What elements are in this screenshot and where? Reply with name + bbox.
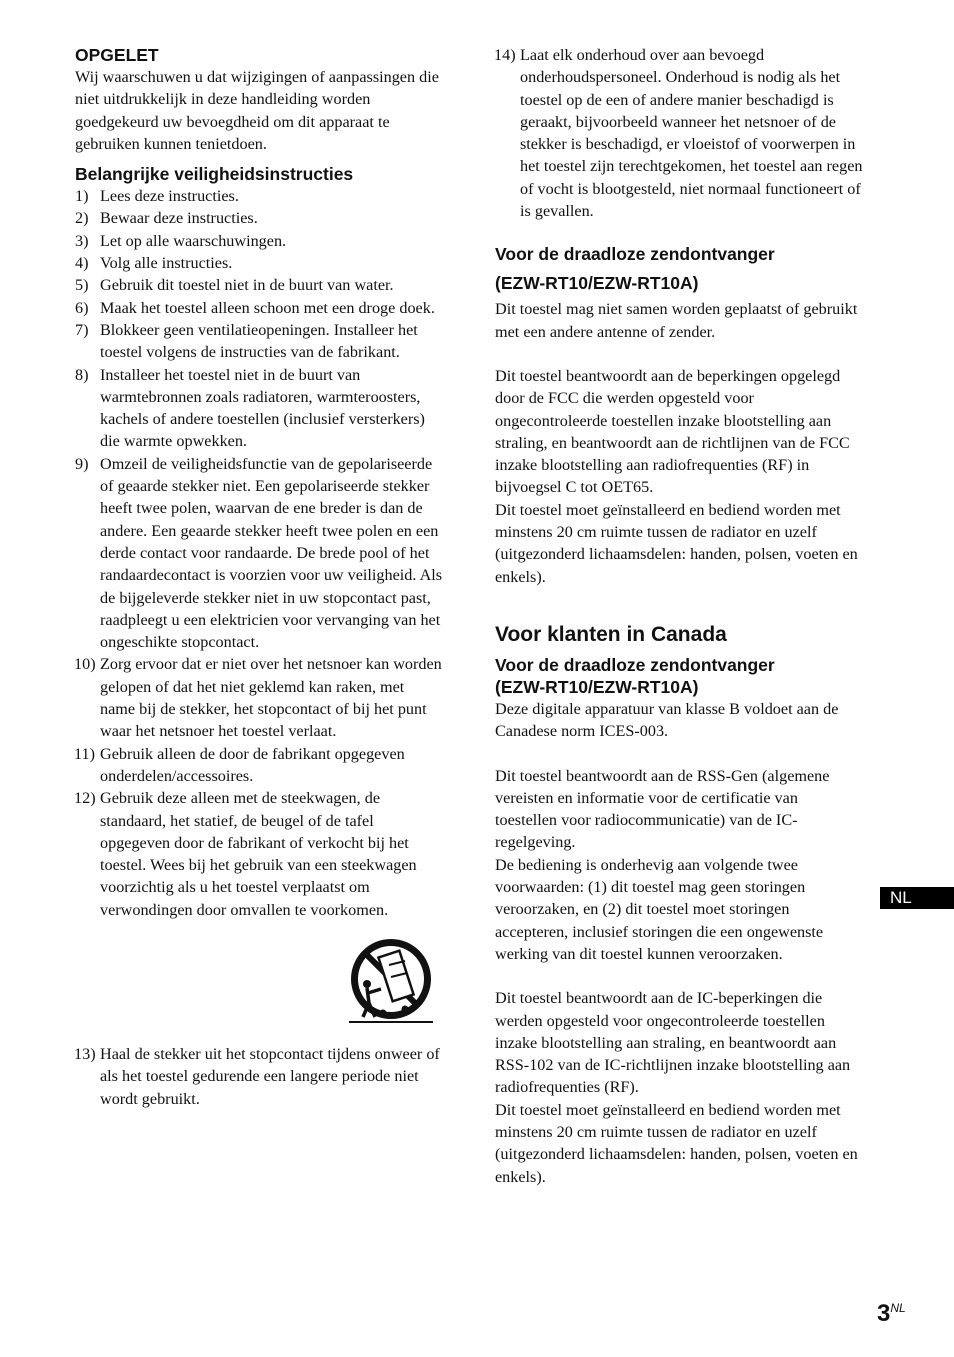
page-number-value: 3: [877, 1300, 891, 1327]
page-number-suffix: NL: [890, 1301, 906, 1315]
safety-instructions-list-continued: [75, 1043, 443, 1110]
wireless-paragraph-1: Dit toestel mag niet samen worden geplaatst of gebruikt met een andere antenne of zender.: [495, 300, 858, 341]
list-item: 11) Gebruik alleen de door de fabrikant opgegeven onderdelen/accessoires.: [74, 744, 405, 785]
wireless-paragraph-3: Dit toestel moet geïnstalleerd en bediend worden met minstens 20 cm ruimte tussen de radiator en uzelf (uitgezonderd lichaamsdelen: handen, polsen, voeten en enkels).: [495, 500, 858, 586]
canada-paragraph-3: De bediening is onderhevig aan volgende twee voorwaarden: (1) dit toestel mag geen storingen veroorzaken, en (2) dit toestel moet storingen accepteren, inclusief storingen die een ongewenste werking van dit toestel kunnen veroorzaken.: [495, 855, 824, 963]
safety-instructions-list-right: [495, 44, 863, 222]
list-item: 9) Omzeil de veiligheidsfunctie van de gepolariseerde of geaarde stekker niet. Een gepolariseerde stekker heeft twee polen, waarvan de ene breder is dan de andere. Een geaarde stekker heeft twee polen en een derde contact voor randaarde. De brede pool of het randaardecontact is voorzien voor uw veiligheid. Als de bijgeleverde stekker niet in uw stopcontact past, raadpleegt u een elektricien voor vervanging van het ongeschikte stopcontact.: [75, 454, 443, 652]
canada-heading: Voor klanten in Canada: [495, 622, 727, 646]
list-item: 6) Maak het toestel alleen schoon met een droge doek.: [75, 298, 435, 317]
page-number: [877, 1300, 906, 1328]
list-item: 4) Volg alle instructies.: [75, 254, 233, 273]
canada-paragraph-4: Dit toestel beantwoordt aan de IC-beperkingen die werden opgesteld voor ongecontroleerde toestellen inzake blootstelling aan straling, en beantwoordt aan RSS-102 van de IC-richtlijnen inzake blootstelling aan radiofrequenties (RF).: [495, 989, 851, 1097]
list-item: 12) Gebruik deze alleen met de steekwagen, de standaard, het statief, de beugel of de tafel opgegeven door de fabrikant of verkocht bij het toestel. Wees bij het gebruik van een steekwagen voorzichtig als u het toestel verplaatst om verwondingen door omvallen te voorkomen.: [74, 789, 417, 919]
list-item: 13) Haal de stekker uit het stopcontact tijdens onweer of als het toestel gedurende een langere periode niet wordt gebruikt.: [74, 1044, 440, 1108]
list-item: 1) Lees deze instructies.: [75, 187, 239, 206]
list-item: 8) Installeer het toestel niet in de buurt van warmtebronnen zoals radiatoren, warmteroosters, kachels of andere toestellen (inclusief versterkers) die warmte opwekken.: [75, 365, 425, 451]
cart-tip-over-warning-icon: [345, 937, 437, 1029]
list-item: 14) Laat elk onderhoud over aan bevoegd onderhoudspersoneel. Onderhoud is nodig als het toestel op de een of andere manier beschadigd is geraakt, bijvoorbeeld wanneer het netsnoer of de stekker is beschadigd, er vloeistof of voorwerpen in het toestel zijn terechtgekomen, het toestel aan regen of vocht is blootgesteld, niet normaal functioneert of is gevallen.: [494, 46, 863, 221]
canada-paragraph-1: Deze digitale apparatuur van klasse B voldoet aan de Canadese norm ICES-003.: [495, 699, 839, 741]
list-item: 7) Blokkeer geen ventilatieopeningen. Installeer het toestel volgens de instructies van de fabrikant.: [75, 320, 418, 362]
opgelet-text: Wij waarschuwen u dat wijzigingen of aanpassingen die niet uitdrukkelijk in deze handleiding worden goedgekeurd uw bevoegdheid om dit apparaat te gebruiken kunnen tenietdoen.: [75, 68, 439, 153]
opgelet-heading: OPGELET: [75, 45, 159, 65]
wireless-paragraph-2: Dit toestel beantwoordt aan de beperkingen opgelegd door de FCC die werden opgesteld voor ongecontroleerde toestellen inzake blootstelling aan straling, en beantwoordt aan de richtlijnen van de FCC inzake blootstelling aan radiofrequenties (RF) in bijvoegsel C tot OET65.: [495, 366, 850, 497]
canada-paragraph-2: Dit toestel beantwoordt aan de RSS-Gen (algemene vereisten en informatie voor de certificatie van toestellen voor radiocommunicatie) van de IC-regelgeving.: [495, 766, 830, 852]
left-column: [75, 44, 443, 1110]
list-item: 3) Let op alle waarschuwingen.: [75, 231, 287, 250]
canada-subheading: Voor de draadloze zendontvanger (EZW-RT10/EZW-RT10A): [495, 654, 775, 697]
list-item: 10) Zorg ervoor dat er niet over het netsnoer kan worden gelopen of dat het niet geklemd kan raken, met name bij de stekker, het stopcontact of bij het punt waar het netsnoer het toestel verlaat.: [74, 655, 442, 741]
canada-paragraph-5: Dit toestel moet geïnstalleerd en bediend worden met minstens 20 cm ruimte tussen de radiator en uzelf (uitgezonderd lichaamsdelen: handen, polsen, voeten en enkels).: [495, 1100, 858, 1186]
safety-instructions-list: [75, 185, 443, 921]
language-tab: NL: [880, 887, 954, 909]
safety-heading: Belangrijke veiligheidsinstructies: [75, 164, 354, 185]
list-item: 2) Bewaar deze instructies.: [75, 209, 258, 228]
wireless-heading: Voor de draadloze zendontvanger (EZW-RT10/EZW-RT10A): [495, 244, 775, 294]
right-column: [495, 44, 863, 1188]
list-item: 5) Gebruik dit toestel niet in de buurt van water.: [75, 276, 394, 295]
